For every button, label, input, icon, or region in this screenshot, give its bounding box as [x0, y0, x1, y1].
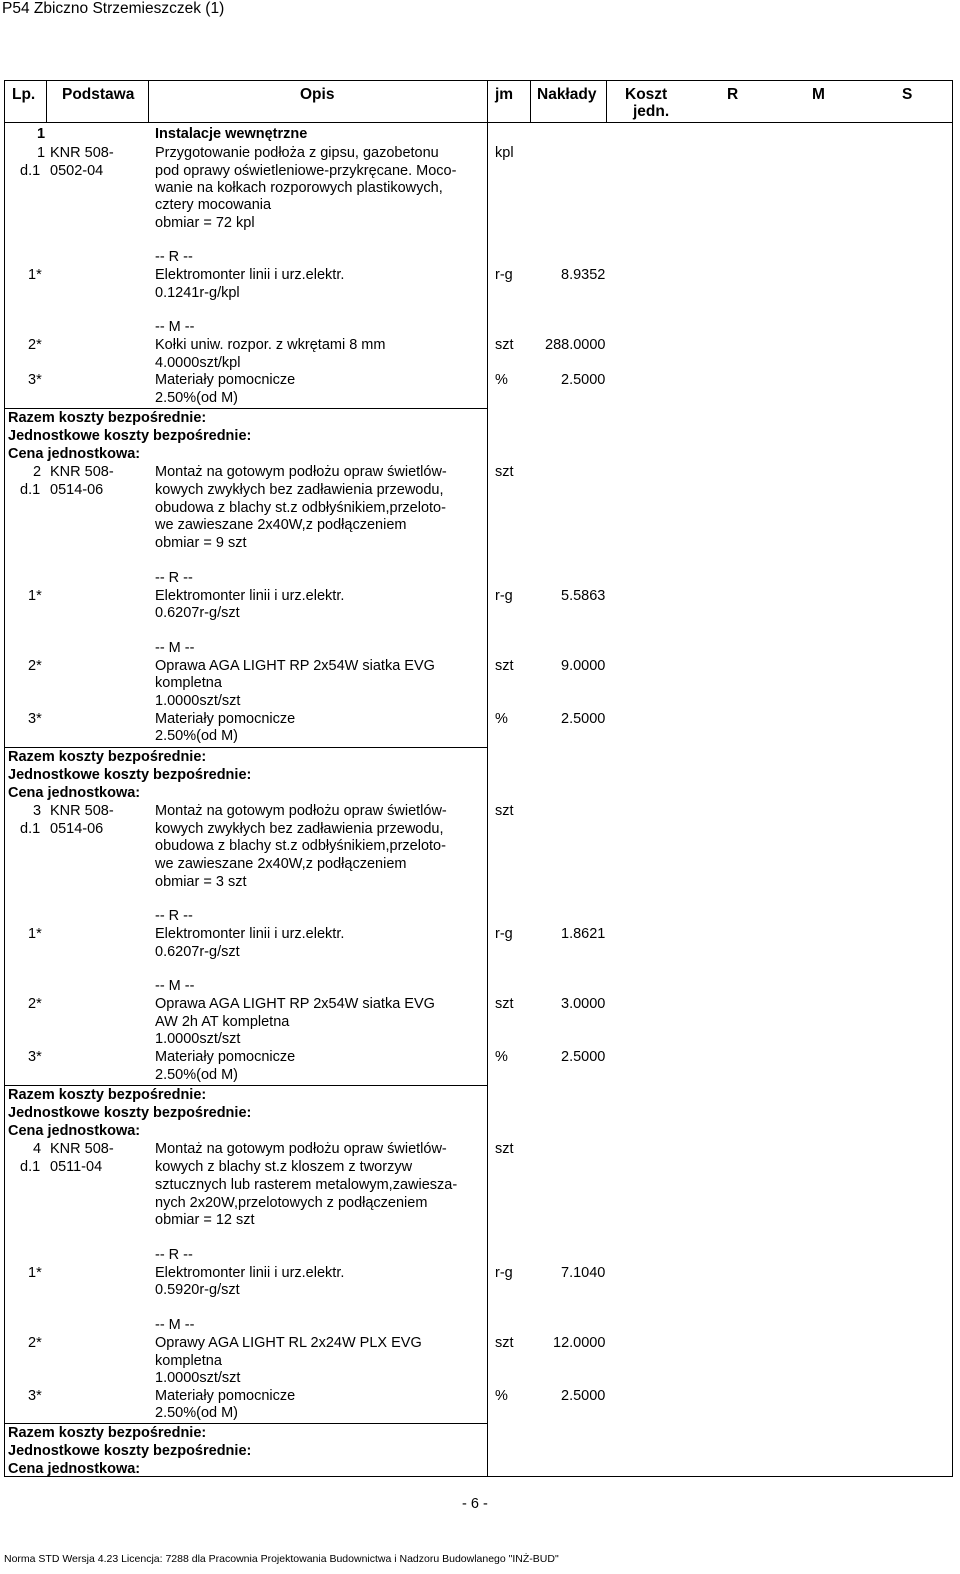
position-basis: KNR 508-: [50, 803, 114, 819]
position-number: 1: [37, 145, 46, 161]
header-koszt-jedn: jedn.: [633, 103, 670, 120]
material-label: -- M --: [155, 1317, 195, 1333]
resource-name-cont: kompletna: [155, 675, 222, 691]
labor-label: -- R --: [155, 908, 193, 924]
resource-norm: 2.50%(od M): [155, 1067, 239, 1083]
resource-unit: szt: [495, 996, 514, 1012]
resource-unit: r-g: [495, 926, 513, 942]
resource-lp: 1*: [28, 1265, 42, 1281]
window-title: P54 Zbiczno Strzemieszczek (1): [2, 0, 225, 17]
resource-norm: 1.0000szt/szt: [155, 693, 241, 709]
description-line: kowych z blachy st.z kloszem z tworzyw: [155, 1159, 413, 1175]
description-line: we zawieszane 2x40W,z podłączeniem: [155, 856, 407, 872]
resource-value: 2.5000: [561, 1388, 606, 1404]
resource-name: Elektromonter linii i urz.elektr.: [155, 267, 345, 283]
description-line: Montaż na gotowym podłożu opraw świetlów-: [155, 1141, 447, 1157]
resource-name: Materiały pomocnicze: [155, 1049, 296, 1065]
resource-norm: 0.6207r-g/szt: [155, 605, 240, 621]
summary-direct-costs: Razem koszty bezpośrednie:: [8, 749, 207, 765]
position-number: 3: [33, 803, 42, 819]
position-basis-code: 0514-06: [50, 482, 104, 498]
summary-unit-price: Cena jednostkowa:: [8, 446, 141, 462]
resource-value: 2.5000: [561, 372, 606, 388]
material-label: -- M --: [155, 978, 195, 994]
resource-name: Elektromonter linii i urz.elektr.: [155, 926, 345, 942]
resource-value: 288.0000: [545, 337, 606, 353]
header-naklady: Nakłady: [537, 86, 597, 103]
resource-value: 9.0000: [561, 658, 606, 674]
position-sub: d.1: [20, 163, 41, 179]
position-number: 4: [33, 1141, 42, 1157]
resource-value: 12.0000: [553, 1335, 606, 1351]
resource-norm: 2.50%(od M): [155, 390, 239, 406]
resource-unit: %: [495, 372, 508, 388]
resource-unit: r-g: [495, 267, 513, 283]
resource-lp: 1*: [28, 588, 42, 604]
resource-norm: 1.0000szt/szt: [155, 1031, 241, 1047]
resource-lp: 2*: [28, 996, 42, 1012]
description-line: kowych zwykłych bez zadławienia przewodu,: [155, 821, 444, 837]
resource-name: Elektromonter linii i urz.elektr.: [155, 588, 345, 604]
position-basis-code: 0511-04: [50, 1159, 103, 1175]
description-line: pod oprawy oświetleniowe-przykręcane. Moco-: [155, 163, 457, 179]
description-line: wanie na kołkach rozporowych plastikowych,: [155, 180, 443, 196]
resource-lp: 2*: [28, 658, 42, 674]
resource-norm: 0.1241r-g/kpl: [155, 285, 240, 301]
license-footer: Norma STD Wersja 4.23 Licencja: 7288 dla Pracownia Projektowania Budownictwa i Nadzoru Budowlanego "INŻ-BUD": [4, 1553, 559, 1565]
quantity-line: obmiar = 9 szt: [155, 535, 247, 551]
resource-lp: 1*: [28, 926, 42, 942]
position-sub: d.1: [20, 482, 41, 498]
position-unit: szt: [495, 803, 514, 819]
section-title: Instalacje wewnętrzne: [155, 126, 308, 142]
labor-label: -- R --: [155, 1247, 193, 1263]
resource-unit: szt: [495, 1335, 514, 1351]
quantity-line: obmiar = 12 szt: [155, 1212, 255, 1228]
page-number: - 6 -: [462, 1496, 488, 1512]
resource-unit: %: [495, 1388, 508, 1404]
resource-norm: 4.0000szt/kpl: [155, 355, 241, 371]
summary-unit-costs: Jednostkowe koszty bezpośrednie:: [8, 767, 252, 783]
resource-value: 2.5000: [561, 1049, 606, 1065]
resource-lp: 3*: [28, 711, 42, 727]
header-jm: jm: [495, 86, 514, 103]
summary-direct-costs: Razem koszty bezpośrednie:: [8, 1087, 207, 1103]
summary-unit-costs: Jednostkowe koszty bezpośrednie:: [8, 428, 252, 444]
resource-name: Materiały pomocnicze: [155, 711, 296, 727]
description-line: Montaż na gotowym podłożu opraw świetlów-: [155, 803, 447, 819]
resource-name-cont: kompletna: [155, 1353, 222, 1369]
position-sub: d.1: [20, 1159, 41, 1175]
resource-unit: %: [495, 711, 508, 727]
description-line: Montaż na gotowym podłożu opraw świetlów-: [155, 464, 447, 480]
summary-unit-costs: Jednostkowe koszty bezpośrednie:: [8, 1105, 252, 1121]
resource-norm: 1.0000szt/szt: [155, 1370, 241, 1386]
labor-label: -- R --: [155, 570, 193, 586]
resource-name-cont: AW 2h AT kompletna: [155, 1014, 290, 1030]
resource-name: Oprawa AGA LIGHT RP 2x54W siatka EVG: [155, 996, 435, 1012]
summary-unit-price: Cena jednostkowa:: [8, 1461, 141, 1477]
position-basis: KNR 508-: [50, 464, 114, 480]
section-number: 1: [37, 126, 46, 142]
resource-name: Materiały pomocnicze: [155, 372, 296, 388]
position-basis-code: 0514-06: [50, 821, 104, 837]
description-line: sztucznych lub rasterem metalowym,zawiesza-: [155, 1177, 458, 1193]
description-line: cztery mocowania: [155, 197, 272, 213]
position-basis: KNR 508-: [50, 145, 114, 161]
header-r: R: [727, 86, 739, 103]
summary-unit-costs: Jednostkowe koszty bezpośrednie:: [8, 1443, 252, 1459]
resource-unit: r-g: [495, 1265, 513, 1281]
resource-norm: 2.50%(od M): [155, 728, 239, 744]
resource-value: 7.1040: [561, 1265, 606, 1281]
resource-unit: szt: [495, 658, 514, 674]
header-m: M: [812, 86, 825, 103]
resource-lp: 2*: [28, 337, 42, 353]
quantity-line: obmiar = 72 kpl: [155, 215, 255, 231]
position-basis: KNR 508-: [50, 1141, 114, 1157]
position-unit: kpl: [495, 145, 514, 161]
summary-direct-costs: Razem koszty bezpośrednie:: [8, 410, 207, 426]
header-koszt: Koszt: [625, 86, 668, 103]
resource-lp: 3*: [28, 372, 42, 388]
resource-norm: 0.5920r-g/szt: [155, 1282, 240, 1298]
description-line: obudowa z blachy st.z odbłyśnikiem,przeloto-: [155, 838, 446, 854]
labor-label: -- R --: [155, 249, 193, 265]
material-label: -- M --: [155, 640, 195, 656]
description-line: obudowa z blachy st.z odbłyśnikiem,przeloto-: [155, 500, 446, 516]
summary-direct-costs: Razem koszty bezpośrednie:: [8, 1425, 207, 1441]
position-number: 2: [33, 464, 42, 480]
header-lp: Lp.: [12, 86, 36, 103]
resource-lp: 3*: [28, 1049, 42, 1065]
resource-value: 1.8621: [561, 926, 606, 942]
resource-name: Oprawy AGA LIGHT RL 2x24W PLX EVG: [155, 1335, 422, 1351]
summary-unit-price: Cena jednostkowa:: [8, 785, 141, 801]
resource-lp: 2*: [28, 1335, 42, 1351]
material-label: -- M --: [155, 319, 195, 335]
position-basis-code: 0502-04: [50, 163, 104, 179]
resource-name: Materiały pomocnicze: [155, 1388, 296, 1404]
resource-unit: r-g: [495, 588, 513, 604]
resource-lp: 3*: [28, 1388, 42, 1404]
header-podstawa: Podstawa: [62, 86, 135, 103]
header-s: S: [902, 86, 913, 103]
resource-name: Elektromonter linii i urz.elektr.: [155, 1265, 345, 1281]
summary-unit-price: Cena jednostkowa:: [8, 1123, 141, 1139]
header-opis: Opis: [300, 86, 335, 103]
resource-value: 2.5000: [561, 711, 606, 727]
quantity-line: obmiar = 3 szt: [155, 874, 247, 890]
resource-unit: szt: [495, 337, 514, 353]
resource-lp: 1*: [28, 267, 42, 283]
resource-value: 8.9352: [561, 267, 606, 283]
resource-value: 5.5863: [561, 588, 606, 604]
position-unit: szt: [495, 464, 514, 480]
position-sub: d.1: [20, 821, 41, 837]
resource-norm: 2.50%(od M): [155, 1405, 239, 1421]
resource-name: Kołki uniw. rozpor. z wkrętami 8 mm: [155, 337, 386, 353]
resource-name: Oprawa AGA LIGHT RP 2x54W siatka EVG: [155, 658, 435, 674]
description-line: we zawieszane 2x40W,z podłączeniem: [155, 517, 407, 533]
resource-norm: 0.6207r-g/szt: [155, 944, 240, 960]
description-line: Przygotowanie podłoża z gipsu, gazobetonu: [155, 145, 439, 161]
position-unit: szt: [495, 1141, 514, 1157]
description-line: nych 2x20W,przelotowych z podłączeniem: [155, 1195, 428, 1211]
description-line: kowych zwykłych bez zadławienia przewodu,: [155, 482, 444, 498]
resource-value: 3.0000: [561, 996, 606, 1012]
resource-unit: %: [495, 1049, 508, 1065]
